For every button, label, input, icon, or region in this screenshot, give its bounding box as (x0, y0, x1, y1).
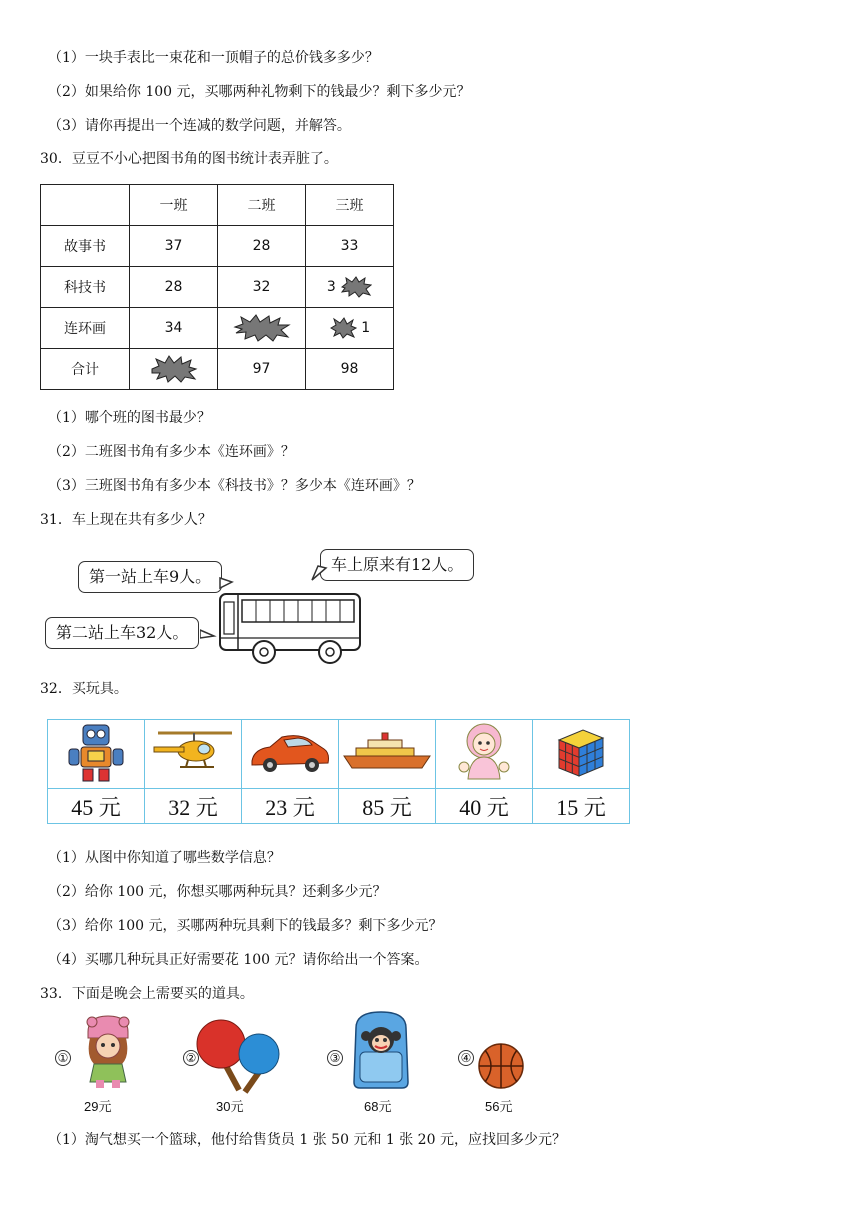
ink-smudge-icon (340, 276, 372, 298)
speech-bubble-first-stop: 第一站上车9人。 (78, 561, 222, 593)
toy-price-row (48, 789, 630, 824)
table-cell: 28 (130, 267, 218, 308)
q31-title: 31．车上现在共有多少人？ (40, 512, 212, 528)
toy-cell (339, 720, 436, 789)
table-cell: 34 (130, 308, 218, 349)
helicopter-icon (148, 727, 238, 777)
table-header-cell: 二班 (218, 185, 306, 226)
q30-part-1: （1）哪个班的图书最少？ (48, 410, 211, 426)
toy-price: 45 元 (48, 789, 145, 824)
table-row (41, 349, 394, 390)
ship-icon (342, 730, 432, 774)
rubiks-cube-icon (553, 724, 609, 780)
ink-smudge-icon (233, 313, 291, 343)
table-cell: 97 (218, 349, 306, 390)
item-number: ④ (458, 1050, 474, 1066)
toy-cell (533, 720, 630, 789)
q33-title: 33．下面是晚会上需要买的道具。 (40, 986, 254, 1002)
q32-part-2: （2）给你 100 元，你想买哪两种玩具？还剩多少元？ (48, 884, 387, 900)
toy-price: 40 元 (436, 789, 533, 824)
prop-item (50, 1012, 160, 1116)
item-number: ② (183, 1050, 199, 1066)
q30-title: 30．豆豆不小心把图书角的图书统计表弄脏了。 (40, 151, 338, 167)
row-label: 科技书 (41, 267, 130, 308)
table-header-cell: 一班 (130, 185, 218, 226)
q32-part-4: （4）买哪几种玩具正好需要花 100 元？请你给出一个答案。 (48, 952, 429, 968)
prop-item (455, 1012, 555, 1116)
toy-price: 15 元 (533, 789, 630, 824)
prop-price: 29元 (84, 1099, 112, 1114)
row-label: 连环画 (41, 308, 130, 349)
toy-cell (145, 720, 242, 789)
q32-part-1: （1）从图中你知道了哪些数学信息？ (48, 850, 281, 866)
toy-price: 32 元 (145, 789, 242, 824)
table-cell: 98 (306, 349, 394, 390)
speech-bubble-original: 车上原来有12人。 (320, 549, 474, 581)
table-header-cell (41, 185, 130, 226)
backpack-icon (348, 1008, 414, 1092)
robot-icon (61, 721, 131, 783)
table-row (41, 267, 394, 308)
ink-smudge-icon (150, 354, 198, 384)
basketball-icon (477, 1042, 525, 1090)
ping-pong-paddles-icon (195, 1018, 285, 1094)
toy-price-table (47, 719, 630, 824)
q32-title: 32．买玩具。 (40, 681, 128, 697)
table-cell (306, 308, 394, 349)
q32-part-3: （3）给你 100 元，买哪两种玩具剩下的钱最多？剩下多少元？ (48, 918, 443, 934)
toy-cell (242, 720, 339, 789)
table-header-cell: 三班 (306, 185, 394, 226)
q29-part-3: （3）请你再提出一个连减的数学问题，并解答。 (48, 118, 351, 134)
car-icon (248, 727, 332, 777)
table-header-row (41, 185, 394, 226)
toy-image-row (48, 720, 630, 789)
bus-icon (200, 560, 370, 666)
book-statistics-table (40, 184, 394, 390)
partial-digit: 1 (361, 320, 371, 336)
row-label: 故事书 (41, 226, 130, 267)
doll-icon (454, 721, 514, 783)
prop-item (322, 1008, 432, 1116)
doll-icon (78, 1012, 138, 1090)
table-cell: 33 (306, 226, 394, 267)
toy-cell (48, 720, 145, 789)
toy-cell (436, 720, 533, 789)
table-cell (130, 349, 218, 390)
toy-price: 85 元 (339, 789, 436, 824)
prop-price: 30元 (216, 1099, 244, 1114)
q30-part-2: （2）二班图书角有多少本《连环画》？ (48, 444, 295, 460)
table-cell: 32 (218, 267, 306, 308)
q30-part-3: （3）三班图书角有多少本《科技书》？多少本《连环画》？ (48, 478, 421, 494)
table-cell (218, 308, 306, 349)
prop-item (180, 1012, 290, 1116)
partial-digit: 3 (326, 279, 336, 295)
table-cell (306, 267, 394, 308)
prop-price: 68元 (364, 1099, 392, 1114)
prop-price: 56元 (485, 1099, 513, 1114)
speech-bubble-second-stop: 第二站上车32人。 (45, 617, 199, 649)
ink-smudge-icon (329, 317, 357, 339)
item-number: ① (55, 1050, 71, 1066)
q29-part-2: （2）如果给你 100 元，买哪两种礼物剩下的钱最少？剩下多少元？ (48, 84, 471, 100)
item-number: ③ (327, 1050, 343, 1066)
q29-part-1: （1）一块手表比一束花和一顶帽子的总价钱多多少？ (48, 50, 379, 66)
table-row (41, 308, 394, 349)
toy-price: 23 元 (242, 789, 339, 824)
table-row (41, 226, 394, 267)
table-cell: 28 (218, 226, 306, 267)
table-cell: 37 (130, 226, 218, 267)
q33-part-1: （1）淘气想买一个篮球，他付给售货员 1 张 50 元和 1 张 20 元，应找回多少元？ (48, 1132, 566, 1148)
row-label: 合计 (41, 349, 130, 390)
